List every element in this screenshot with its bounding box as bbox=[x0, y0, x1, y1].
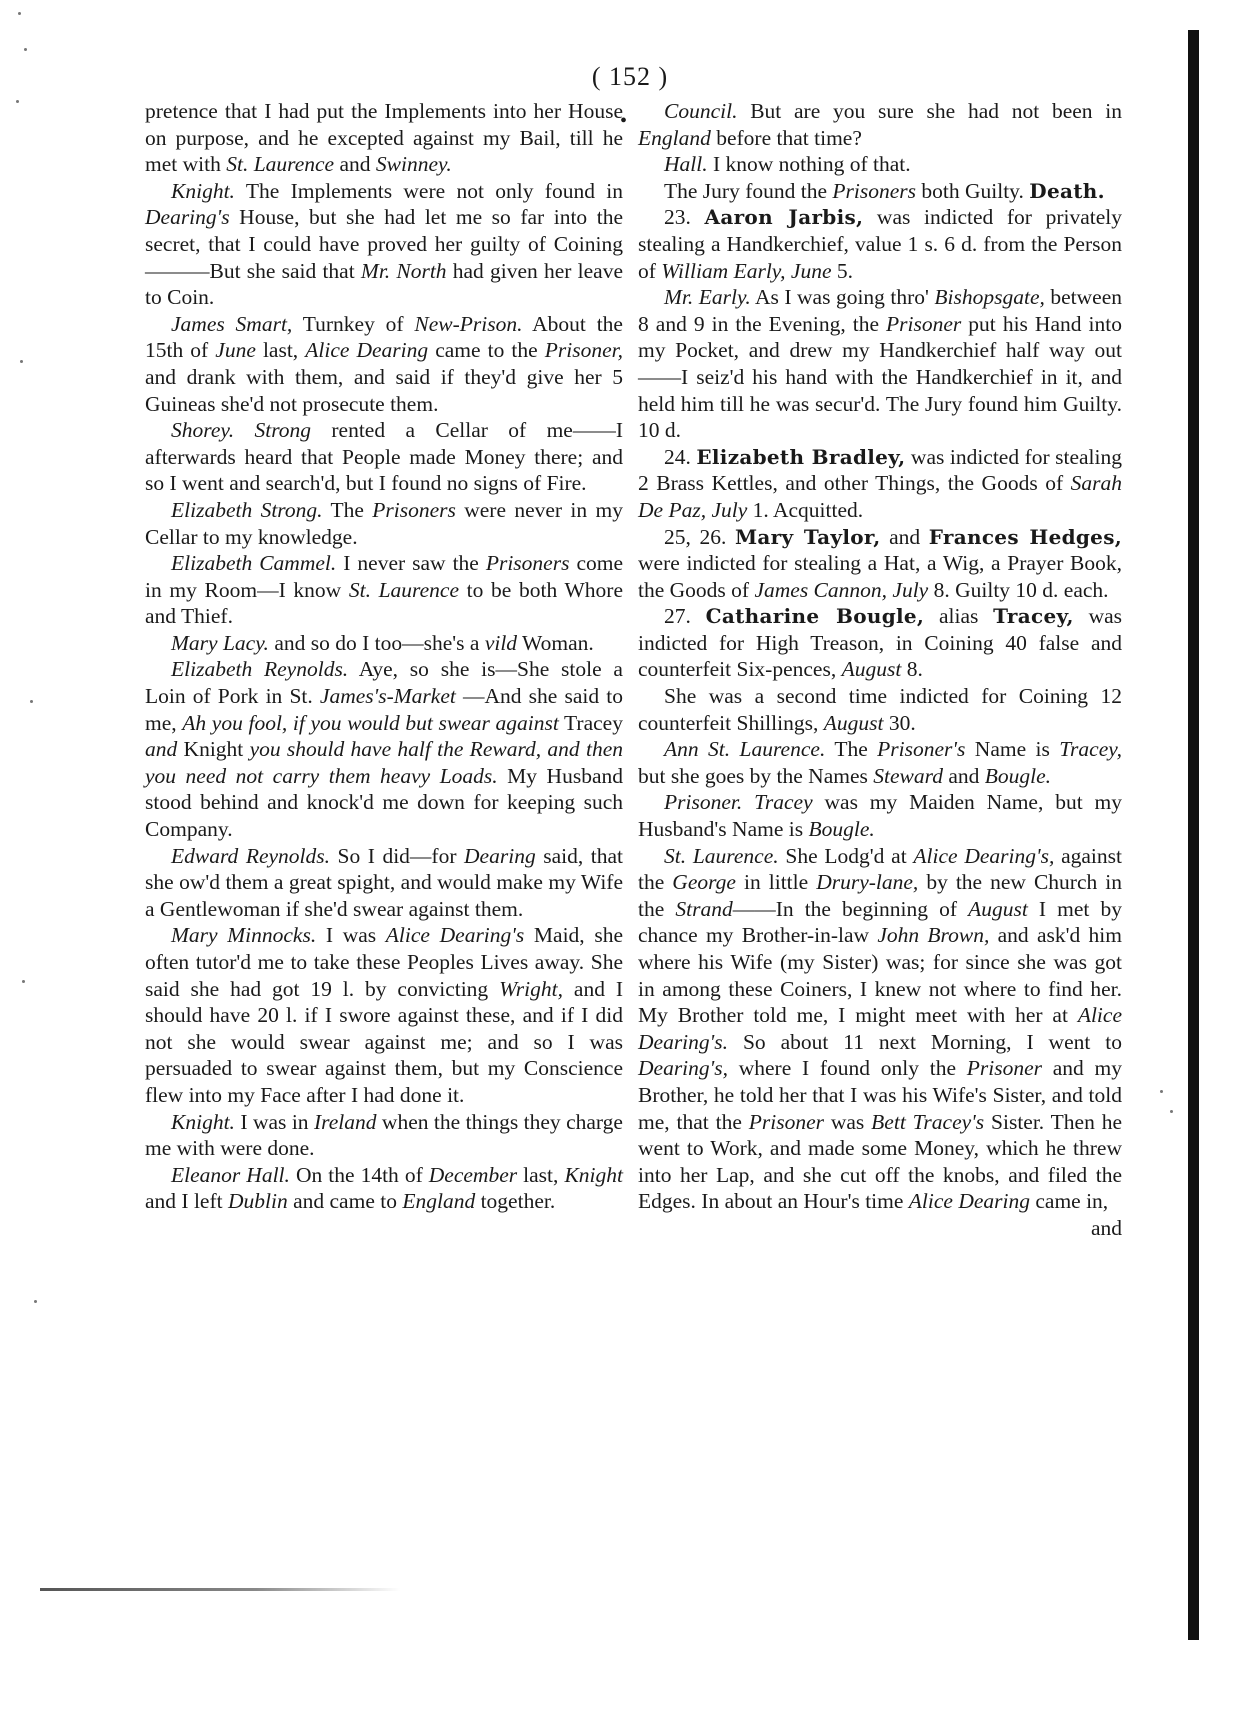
speaker-name: James Smart, bbox=[171, 311, 293, 336]
text-run: ——In the beginning of bbox=[732, 896, 969, 921]
paragraph bbox=[145, 1162, 623, 1215]
text-run: So about 11 next Morning, I went to bbox=[728, 1029, 1122, 1054]
scan-speck bbox=[20, 360, 23, 363]
text-run: I was bbox=[316, 923, 386, 948]
text-run: Aye, so she is—She stole a Loin of Pork in St. bbox=[145, 657, 623, 709]
paragraph bbox=[145, 630, 623, 657]
text-run: She Lodg'd at bbox=[778, 843, 914, 868]
italic-text: Prisoner's bbox=[877, 737, 966, 762]
text-run: rented a Cellar of me——I afterwards heard that People made Money there; and so I went and search'd, but I found no signs of Fire. bbox=[145, 418, 623, 496]
text-run: Woman. bbox=[517, 630, 594, 655]
text-run: and bbox=[942, 763, 985, 788]
italic-text: Strong bbox=[254, 418, 312, 443]
speaker-name: Hall. bbox=[664, 152, 708, 177]
text-run: Turnkey of bbox=[292, 311, 415, 336]
italic-text: John Brown, bbox=[877, 923, 990, 948]
text-run: between 8 and 9 in the Evening, the bbox=[638, 285, 1122, 336]
paragraph bbox=[638, 98, 1122, 151]
text-run: put his Hand into my Pocket, and drew my Handkerchief half way out——I seiz'd his hand with the Handkerchief in it, and held him till he was secur'd. The Jury found him Guilty. 10 d. bbox=[638, 311, 1122, 443]
scan-speck bbox=[18, 12, 21, 15]
text-run: The bbox=[825, 737, 878, 762]
speaker-name: Knight. bbox=[171, 178, 235, 203]
text-run: 23. bbox=[664, 205, 705, 230]
text-run: Knight bbox=[177, 737, 250, 762]
italic-text: Swinney. bbox=[375, 152, 452, 177]
paragraph bbox=[638, 683, 1122, 736]
italic-text: August bbox=[823, 710, 884, 735]
text-run: The Jury found the bbox=[664, 178, 833, 203]
italic-text: Bougle. bbox=[808, 817, 875, 842]
paragraph bbox=[638, 151, 1122, 178]
text-run: I met by chance my Brother-in-law bbox=[638, 896, 1122, 948]
italic-text: August bbox=[841, 657, 902, 682]
left-column bbox=[145, 98, 623, 1215]
italic-text: Prisoner bbox=[886, 311, 962, 336]
text-run: 8. bbox=[901, 657, 923, 682]
text-run: and bbox=[880, 524, 929, 549]
italic-text: Prisoners bbox=[372, 497, 456, 522]
italic-text: Alice Dearing's, bbox=[913, 843, 1055, 868]
italic-text: Alice Dearing bbox=[908, 1189, 1030, 1214]
scan-speck bbox=[34, 1300, 37, 1303]
text-run: together. bbox=[475, 1189, 556, 1214]
text-run: 1. Acquitted. bbox=[747, 497, 864, 522]
paragraph bbox=[638, 284, 1122, 444]
text-run: but she goes by the Names bbox=[638, 763, 874, 788]
paragraph bbox=[145, 656, 623, 842]
text-run: come in my Room—I know bbox=[145, 551, 624, 602]
text-run: Tracey bbox=[558, 710, 623, 735]
text-run: The Implements were not only found in bbox=[234, 178, 623, 203]
italic-text: William Early, June bbox=[661, 258, 832, 283]
italic-text: Strand bbox=[675, 896, 733, 921]
paragraph bbox=[638, 736, 1122, 789]
italic-text: George bbox=[672, 870, 736, 895]
speaker-name: Mary Minnocks. bbox=[171, 923, 317, 948]
italic-text: Prisoners bbox=[832, 178, 917, 203]
italic-text: James's-Market bbox=[319, 684, 456, 709]
text-run: were indicted for stealing a Hat, a Wig, a Prayer Book, the Goods of bbox=[638, 551, 1122, 602]
text-run: I know nothing of that. bbox=[707, 152, 911, 177]
speaker-name: Mary Lacy. bbox=[171, 630, 269, 655]
italic-text: Dearing's bbox=[145, 205, 230, 230]
speaker-name: Edward Reynolds. bbox=[171, 843, 331, 868]
italic-text: December bbox=[428, 1162, 518, 1187]
text-run: to be both Whore and Thief. bbox=[145, 577, 623, 629]
italic-text: Mr. North bbox=[360, 258, 447, 283]
defendant-name: Elizabeth Bradley, bbox=[696, 444, 906, 469]
text-run: and ask'd him where his Wife (my Sister) was; for since she was got in among these Coiners, I knew not where to find her. My Brother told me, I might meet with her at bbox=[638, 923, 1122, 1028]
italic-text: Alice Dearing's bbox=[385, 923, 525, 948]
text-run: was bbox=[824, 1109, 872, 1134]
text-run: 30. bbox=[883, 710, 916, 735]
italic-text: Alice Dearing bbox=[305, 338, 429, 363]
text-run: 25, 26. bbox=[664, 524, 735, 549]
paragraph bbox=[638, 1215, 1122, 1242]
italic-text: August bbox=[968, 896, 1028, 921]
text-run: 24. bbox=[664, 444, 697, 469]
text-run: were never in my Cellar to my knowledge. bbox=[145, 497, 623, 549]
italic-text: New-Prison. bbox=[414, 311, 523, 336]
right-column bbox=[638, 98, 1122, 1242]
text-run: and drank with them, and said if they'd give her 5 Guineas she'd not prosecute them. bbox=[145, 364, 623, 416]
paragraph bbox=[638, 178, 1122, 205]
paragraph bbox=[638, 603, 1122, 683]
italic-text: Dearing bbox=[464, 843, 536, 868]
text-run: and bbox=[334, 152, 376, 177]
scan-speck bbox=[24, 48, 27, 51]
italic-text: St. Laurence bbox=[226, 152, 335, 177]
defendant-name: Tracey, bbox=[993, 604, 1074, 629]
defendant-name: Catharine Bougle, bbox=[705, 604, 925, 629]
italic-text: Steward bbox=[873, 763, 943, 788]
speaker-name: Mr. Early. bbox=[664, 285, 751, 310]
speaker-name: Eleanor Hall. bbox=[171, 1162, 290, 1187]
italic-text: and bbox=[145, 737, 178, 762]
text-run: I never saw the bbox=[336, 551, 486, 576]
italic-text: Prisoner bbox=[748, 1109, 824, 1134]
gutter-mark: • bbox=[620, 110, 628, 132]
text-run: had given her leave to Coin. bbox=[145, 258, 623, 310]
text-run bbox=[234, 418, 254, 442]
text-run: said, that she ow'd them a great spight, and would make my Wife a Gentlewoman if she'd swear against them. bbox=[145, 843, 623, 921]
scan-speck bbox=[1170, 1110, 1173, 1113]
text-run: My Husband stood behind and knock'd me down for keeping such Company. bbox=[145, 763, 623, 842]
text-run: House, but she had let me so far into the secret, that I could have proved her guilty of Coining———But she said that bbox=[145, 205, 623, 283]
text-run: against the bbox=[638, 843, 1122, 895]
paragraph bbox=[145, 922, 623, 1108]
paragraph bbox=[145, 550, 623, 630]
italic-text: vild bbox=[484, 630, 518, 655]
text-run: But are you sure she had not been in bbox=[737, 99, 1122, 123]
italic-text: Bishopsgate, bbox=[934, 285, 1045, 310]
text-run: in little bbox=[735, 870, 817, 895]
speaker-name: Council. bbox=[664, 99, 738, 123]
scan-speck bbox=[22, 980, 25, 983]
defendant-name: Frances Hedges, bbox=[928, 524, 1123, 549]
text-run: was my Maiden Name, but my Husband's Name is bbox=[638, 790, 1122, 842]
text-run: and so do I too—she's a bbox=[268, 630, 485, 655]
text-run: was indicted for High Treason, in Coining 40 false and counterfeit Six-pences, bbox=[638, 604, 1122, 682]
italic-text: James Cannon, July bbox=[754, 577, 929, 602]
text-run: 5. bbox=[831, 258, 853, 283]
page-number: ( 152 ) bbox=[591, 62, 669, 91]
text-run: and I should have 20 l. if I swore against these, and if I did not she would swear against me; and so I was persuaded to swear against them, but my Conscience flew into my Face after I had done it. bbox=[145, 976, 623, 1107]
scan-speck bbox=[16, 100, 19, 103]
text-run: was indicted for stealing 2 Brass Kettles, and other Things, the Goods of bbox=[638, 444, 1123, 496]
text-run bbox=[742, 790, 754, 814]
italic-text: Dublin bbox=[227, 1189, 288, 1214]
text-run: and bbox=[1090, 1215, 1122, 1240]
italic-text: Knight bbox=[564, 1162, 623, 1187]
text-run: where I found only the bbox=[728, 1056, 967, 1081]
text-run: came to the bbox=[428, 338, 545, 363]
scan-speck bbox=[1160, 1090, 1163, 1093]
text-run: last, bbox=[255, 338, 306, 363]
speaker-name: Elizabeth Strong. bbox=[171, 497, 323, 522]
text-run: So I did—for bbox=[330, 843, 465, 868]
scan-speck bbox=[30, 700, 33, 703]
defendant-name: Aaron Jarbis, bbox=[704, 205, 864, 230]
paragraph bbox=[145, 843, 623, 923]
speaker-name: Elizabeth Cammel. bbox=[171, 551, 337, 576]
italic-text: Bett Tracey's bbox=[871, 1109, 985, 1134]
paragraph bbox=[638, 204, 1122, 284]
text-run: Sister. Then he went to Work, and made some Money, which he threw into her Lap, and she cut off the knobs, and filed the Edges. In about an Hour's time bbox=[638, 1109, 1122, 1214]
italic-text: Ireland bbox=[313, 1109, 377, 1134]
speaker-name: Prisoner. bbox=[664, 790, 743, 815]
text-run: last, bbox=[517, 1162, 565, 1187]
text-run: alias bbox=[924, 604, 994, 629]
speaker-name: St. Laurence. bbox=[664, 843, 779, 868]
text-run: —And she said to me, bbox=[145, 684, 623, 735]
paragraph bbox=[145, 178, 623, 311]
speaker-name: Shorey. bbox=[171, 418, 235, 443]
text-run: and my Brother, he told her that I was his Wife's Sister, and told me, that the bbox=[638, 1056, 1122, 1134]
italic-text: Drury-lane, bbox=[816, 870, 919, 895]
text-run: when the things they charge me with were done. bbox=[145, 1109, 623, 1161]
text-run: The bbox=[322, 497, 373, 522]
italic-text: St. Laurence bbox=[348, 577, 460, 602]
text-run: As I was going thro' bbox=[750, 285, 935, 310]
italic-text: Alice Dearing's. bbox=[638, 1003, 1122, 1054]
speaker-name: Elizabeth Reynolds. bbox=[171, 657, 349, 682]
italic-text: you should have half the Reward, and then you need not carry them heavy Loads. bbox=[145, 737, 623, 788]
text-run: both Guilty. bbox=[916, 178, 1030, 203]
paragraph bbox=[145, 497, 623, 550]
italic-text: Ah you fool, if you would but swear against bbox=[182, 710, 559, 735]
italic-text: Dearing's, bbox=[638, 1056, 728, 1081]
text-run: 27. bbox=[664, 604, 706, 629]
text-run: and I left bbox=[145, 1189, 228, 1214]
text-run: 8. Guilty 10 d. each. bbox=[928, 577, 1109, 602]
italic-text: Wright, bbox=[499, 976, 563, 1001]
scan-edge-line bbox=[40, 1588, 400, 1591]
italic-text: June bbox=[215, 338, 256, 363]
defendant-name: Death. bbox=[1029, 178, 1105, 203]
defendant-name: Mary Taylor, bbox=[734, 524, 881, 549]
text-run: and came to bbox=[287, 1189, 403, 1214]
text-run: before that time? bbox=[710, 125, 862, 150]
text-run: On the 14th of bbox=[289, 1162, 429, 1187]
text-run: About the 15th of bbox=[145, 311, 623, 363]
text-run: by the new Church in the bbox=[638, 870, 1122, 921]
text-run: She was a second time indicted for Coining 12 counterfeit Shillings, bbox=[638, 684, 1122, 735]
italic-text: Prisoner bbox=[966, 1056, 1042, 1081]
paragraph bbox=[145, 98, 623, 178]
italic-text: Tracey, bbox=[1059, 737, 1122, 762]
italic-text: Tracey bbox=[754, 790, 813, 815]
paragraph bbox=[145, 311, 623, 417]
paragraph bbox=[638, 524, 1122, 604]
paragraph bbox=[638, 444, 1122, 524]
italic-text: England bbox=[402, 1189, 476, 1214]
paragraph bbox=[638, 843, 1122, 1215]
text-run: pretence that I had put the Implements into her House on purpose, and he excepted against my Bail, till he met with bbox=[145, 99, 623, 177]
italic-text: Bougle. bbox=[984, 763, 1052, 788]
italic-text: Prisoner, bbox=[544, 338, 624, 363]
speaker-name: Ann St. Laurence. bbox=[664, 737, 826, 762]
text-run: Maid, she often tutor'd me to take these Peoples Lives away. She said she had got 19 l. by convicting bbox=[145, 923, 623, 1001]
paragraph bbox=[145, 1109, 623, 1162]
italic-text: England bbox=[638, 125, 711, 150]
paragraph bbox=[145, 417, 623, 497]
italic-text: Sarah De Paz, July bbox=[638, 471, 1122, 522]
text-run: came in, bbox=[1029, 1189, 1109, 1214]
text-run: Name is bbox=[965, 737, 1060, 762]
text-run: I was in bbox=[234, 1109, 314, 1134]
italic-text: Prisoners bbox=[485, 551, 570, 576]
speaker-name: Knight. bbox=[171, 1109, 235, 1134]
paragraph bbox=[638, 789, 1122, 842]
text-run: was indicted for privately stealing a Handkerchief, value 1 s. 6 d. from the Person of bbox=[638, 205, 1122, 283]
binding-edge-shadow bbox=[1188, 30, 1199, 1640]
